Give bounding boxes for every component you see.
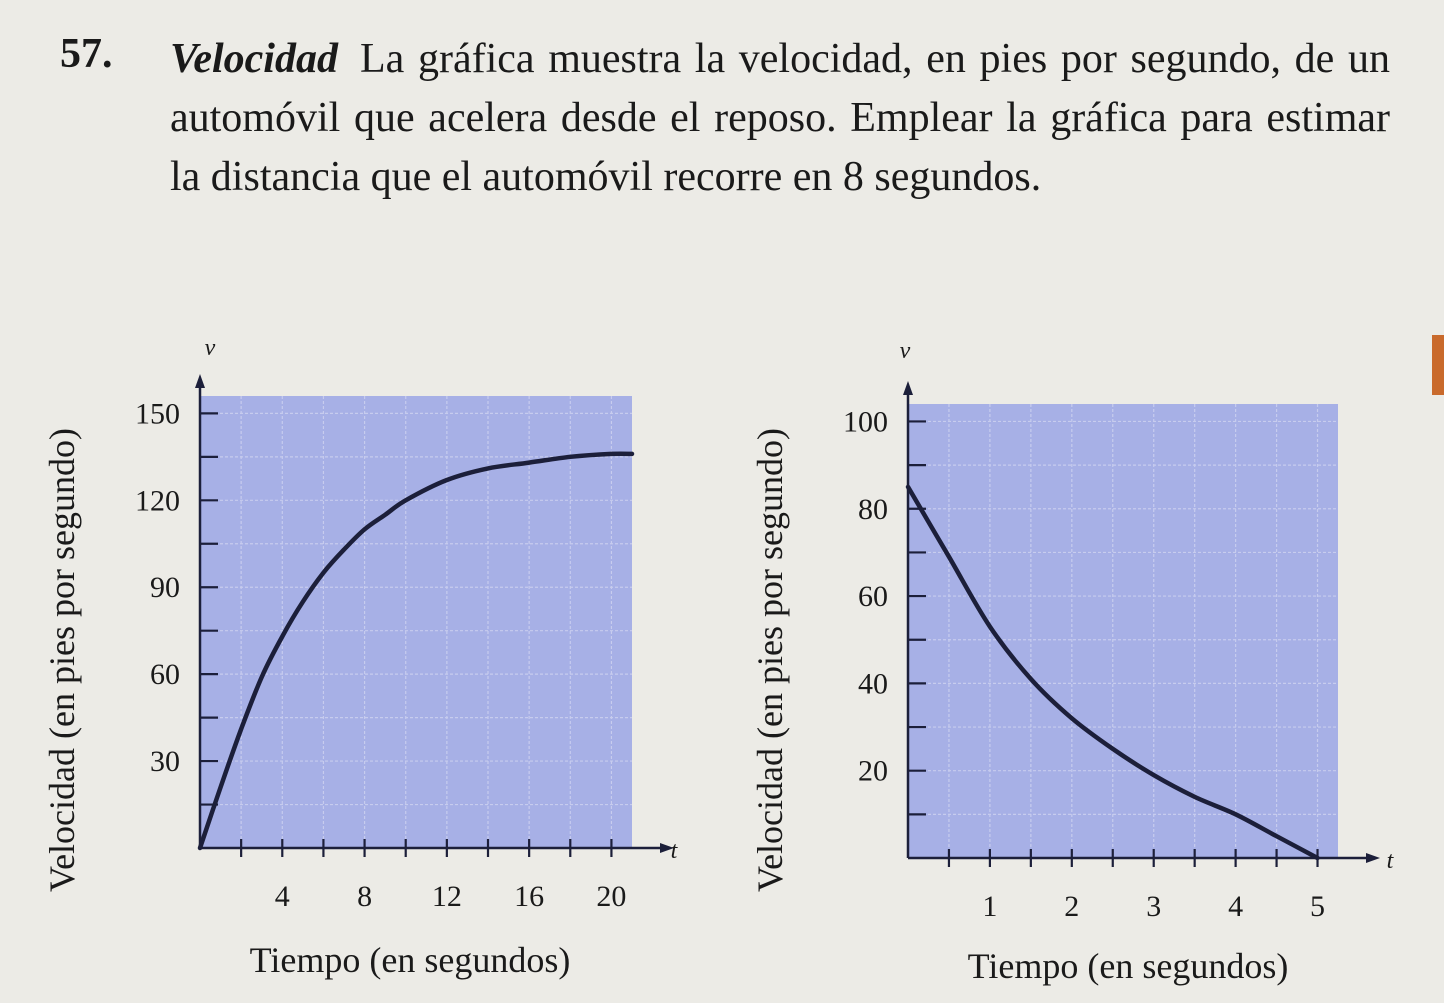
x-axis-title: Tiempo (en segundos) xyxy=(249,940,571,980)
chart-deceleration xyxy=(750,338,1395,986)
y-tick-label: 60 xyxy=(150,658,180,692)
y-tick-label: 20 xyxy=(858,754,888,788)
y-axis-variable: v xyxy=(204,335,216,361)
y-axis-title: Velocidad (en pies por segundo) xyxy=(750,428,790,892)
y-tick-label: 100 xyxy=(843,405,888,439)
x-tick-label: 8 xyxy=(357,880,373,913)
problem-body: La gráfica muestra la velocidad, en pies por segundo, de un automóvil que acelera desde el reposo. Emplear la gráfica para estimar la distancia que el automóvil recorre en 8 segundos. xyxy=(170,36,1390,200)
grid-background xyxy=(200,396,632,848)
x-tick-label: 4 xyxy=(274,880,290,913)
grid-background xyxy=(908,404,1338,858)
x-tick-label: 12 xyxy=(431,880,462,913)
x-tick-label: 3 xyxy=(1146,890,1162,923)
y-tick-label: 80 xyxy=(858,492,888,526)
y-axis-arrow xyxy=(903,381,913,395)
x-axis-arrow xyxy=(1366,853,1380,863)
y-tick-label: 40 xyxy=(858,667,888,701)
y-tick-label: 60 xyxy=(858,580,888,614)
problem-title: Velocidad xyxy=(170,36,338,82)
x-axis-variable: t xyxy=(1386,848,1394,874)
x-axis-variable: t xyxy=(670,838,678,864)
y-tick-label: 120 xyxy=(135,484,180,518)
y-axis-variable: v xyxy=(899,338,911,364)
x-tick-label: 20 xyxy=(596,880,627,913)
y-tick-label: 30 xyxy=(150,745,180,779)
x-tick-label: 16 xyxy=(514,880,545,913)
chart-acceleration xyxy=(42,335,679,980)
x-axis-title: Tiempo (en segundos) xyxy=(967,946,1289,986)
y-tick-label: 150 xyxy=(135,397,180,431)
y-axis-title: Velocidad (en pies por segundo) xyxy=(42,428,82,892)
x-tick-label: 1 xyxy=(982,890,998,923)
x-tick-label: 5 xyxy=(1310,890,1326,923)
y-axis-arrow xyxy=(195,374,205,388)
problem-number: 57. xyxy=(60,31,113,77)
y-tick-label: 90 xyxy=(150,571,180,605)
x-tick-label: 2 xyxy=(1064,890,1080,923)
x-tick-label: 4 xyxy=(1228,890,1244,923)
